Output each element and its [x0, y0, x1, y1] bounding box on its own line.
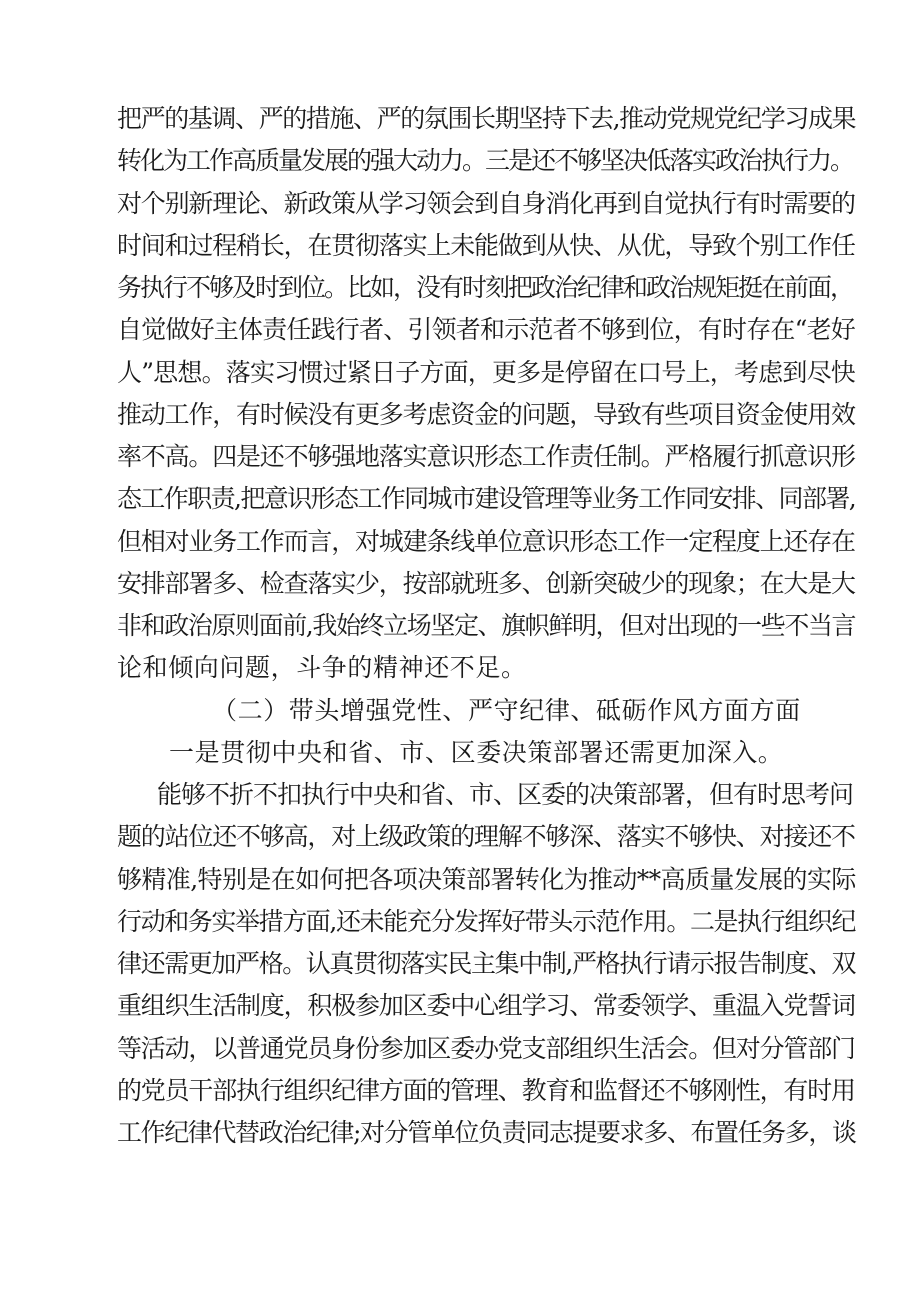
document-body	[117, 98, 857, 1154]
text-line: 重组织生活制度，积极参加区委中心组学习、常委领学、重温入党誓词	[117, 991, 855, 1021]
text-line: 论和倾向问题，斗争的精神还不足。	[117, 653, 527, 683]
text-line: 对个别新理论、新政策从学习领会到自身消化再到自觉执行有时需要的	[117, 188, 855, 218]
text-line: 时间和过程稍长，在贯彻落实上未能做到从快、从优，导致个别工作任	[117, 230, 855, 260]
text-line: 律还需更加严格。认真贯彻落实民主集中制,严格执行请示报告制度、双	[117, 949, 856, 978]
section-subheading: 一是贯彻中央和省、市、区委决策部署还需更加深入。	[169, 737, 784, 767]
text-line: 行动和务实举措方面,还未能充分发挥好带头示范作用。二是执行组织纪	[117, 906, 856, 936]
text-line: 但相对业务工作而言，对城建条线单位意识形态工作一定程度上还存在	[117, 526, 855, 556]
text-line: 率不高。四是还不够强地落实意识形态工作责任制。严格履行抓意识形	[117, 442, 855, 471]
text-line: 非和政治原则面前,我始终立场坚定、旗帜鲜明，但对出现的一些不当言	[117, 611, 856, 640]
text-line: 人”思想。落实习惯过紧日子方面，更多是停留在口号上，考虑到尽快	[117, 357, 855, 387]
text-line: 安排部署多、检查落实少，按部就班多、创新突破少的现象；在大是大	[117, 568, 855, 598]
text-line: 务执行不够及时到位。比如，没有时刻把政治纪律和政治规矩挺在前面，	[117, 273, 854, 302]
text-line: 态工作职责,把意识形态工作同城市建设管理等业务工作同安排、同部署,	[117, 484, 856, 514]
section-heading: （二）带头增强党性、严守纪律、砥砺作风方面方面	[212, 695, 801, 725]
text-line: 题的站位还不够高，对上级政策的理解不够深、落实不够快、对接还不	[117, 822, 855, 852]
text-line: 自觉做好主体责任践行者、引领者和示范者不够到位，有时存在“老好	[117, 315, 855, 345]
text-line: 推动工作，有时候没有更多考虑资金的问题，导致有些项目资金使用效	[117, 399, 855, 429]
text-line: 等活动，以普通党员身份参加区委办党支部组织生活会。但对分管部门	[117, 1033, 855, 1063]
paragraph-first-line: 能够不折不扣执行中央和省、市、区委的决策部署，但有时思考问	[157, 780, 854, 809]
text-line: 够精准,特别是在如何把各项决策部署转化为推动**高质量发展的实际	[117, 864, 856, 894]
text-line: 把严的基调、严的措施、严的氛围长期坚持下去,推动党规党纪学习成果	[117, 104, 856, 133]
text-line: 工作纪律代替政治纪律;对分管单位负责同志提要求多、布置任务多，谈	[117, 1118, 856, 1147]
text-line: 转化为工作高质量发展的强大动力。三是还不够坚决低落实政治执行力。	[117, 146, 854, 176]
text-line: 的党员干部执行组织纪律方面的管理、教育和监督还不够刚性，有时用	[117, 1075, 855, 1105]
